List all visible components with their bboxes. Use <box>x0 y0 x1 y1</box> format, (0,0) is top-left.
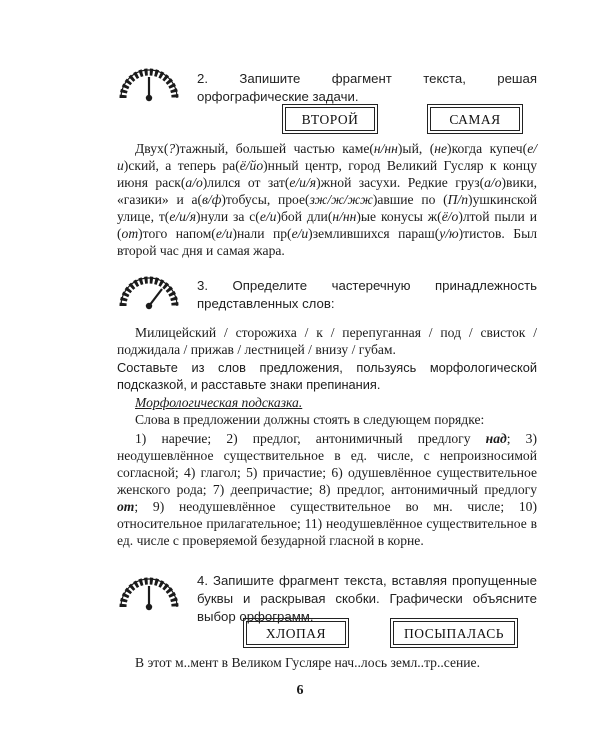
task3-heading: 3. Определите частеречную принадлежность представленных слов: <box>197 278 537 311</box>
task2-text: Двух(?)тажный, большей частью каме(н/нн)ый, (не)когда купеч(е/и)ский, а теперь ра(ё/йо)нный центр, город Великий Гусляр к концу июня раск(а/о)лился от зат(е/и/я)жной засухи. Редкие груз(а/о)вики, «газики» и а(в/ф)тобусы, прое(зж/ж/жж)авшие по (П/п)ушкинской улице, т(е/и/я)нули за с(е/и)бой дли(н/нн)ые конусы ж(ё/о)лтой пыли и (от)того напом(е/и)нали пр(е/и)землившихся параш(у/ю)тистов. Был второй час дня и самая жара. <box>117 141 538 258</box>
word-box-posypalas: ПОСЫПАЛАСЬ <box>393 621 515 645</box>
task4-heading: 4. Запишите фрагмент текста, вставляя пропущенные буквы и раскрывая скобки. Графически объясните выбор орфограмм. <box>197 573 537 624</box>
word-box-samaya: САМАЯ <box>430 107 520 131</box>
word-box-vtoroy: ВТОРОЙ <box>285 107 375 131</box>
hint-intro: Слова в предложении должны стоять в следующем порядке: <box>135 412 485 427</box>
speedometer-icon <box>117 272 181 312</box>
speedometer-icon <box>117 573 181 613</box>
task3-word-list: Милицейский / сторожиха / к / перепуганная / под / свисток / поджидала / прижав / лестницей / внизу / губам. <box>117 325 537 357</box>
hint-list: 1) наречие; 2) предлог, антонимичный предлогу над; 3) неодушевлённое существительное в ед. числе, с непроизносимой согласной; 4) глагол; 5) причастие; 6) одушевлённое существительное женского рода; 7) деепричастие; 8) предлог, антонимичный предлогу от; 9) неодушевлённое существительное во мн. числе; 10) относительное прилагательное; 11) неодушевлённое существительное в ед. числе с проверяемой безударной гласной в корне. <box>117 431 538 548</box>
task4-text: В этот м..мент в Великом Гусляре нач..лось земл..тр..сение. <box>135 655 480 670</box>
speedometer-icon <box>117 64 181 104</box>
word-box-khlopaya: ХЛОПАЯ <box>246 621 346 645</box>
task2-heading: 2. Запишите фрагмент текста, решая орфографические задачи. <box>197 71 537 104</box>
task3-instruction: Составьте из слов предложения, пользуясь морфологической подсказкой, и расставьте знаки препинания. <box>117 360 537 392</box>
morphology-hint <box>117 394 537 549</box>
page-number: 6 <box>296 683 304 698</box>
hint-title: Морфологическая подсказка. <box>135 395 303 410</box>
